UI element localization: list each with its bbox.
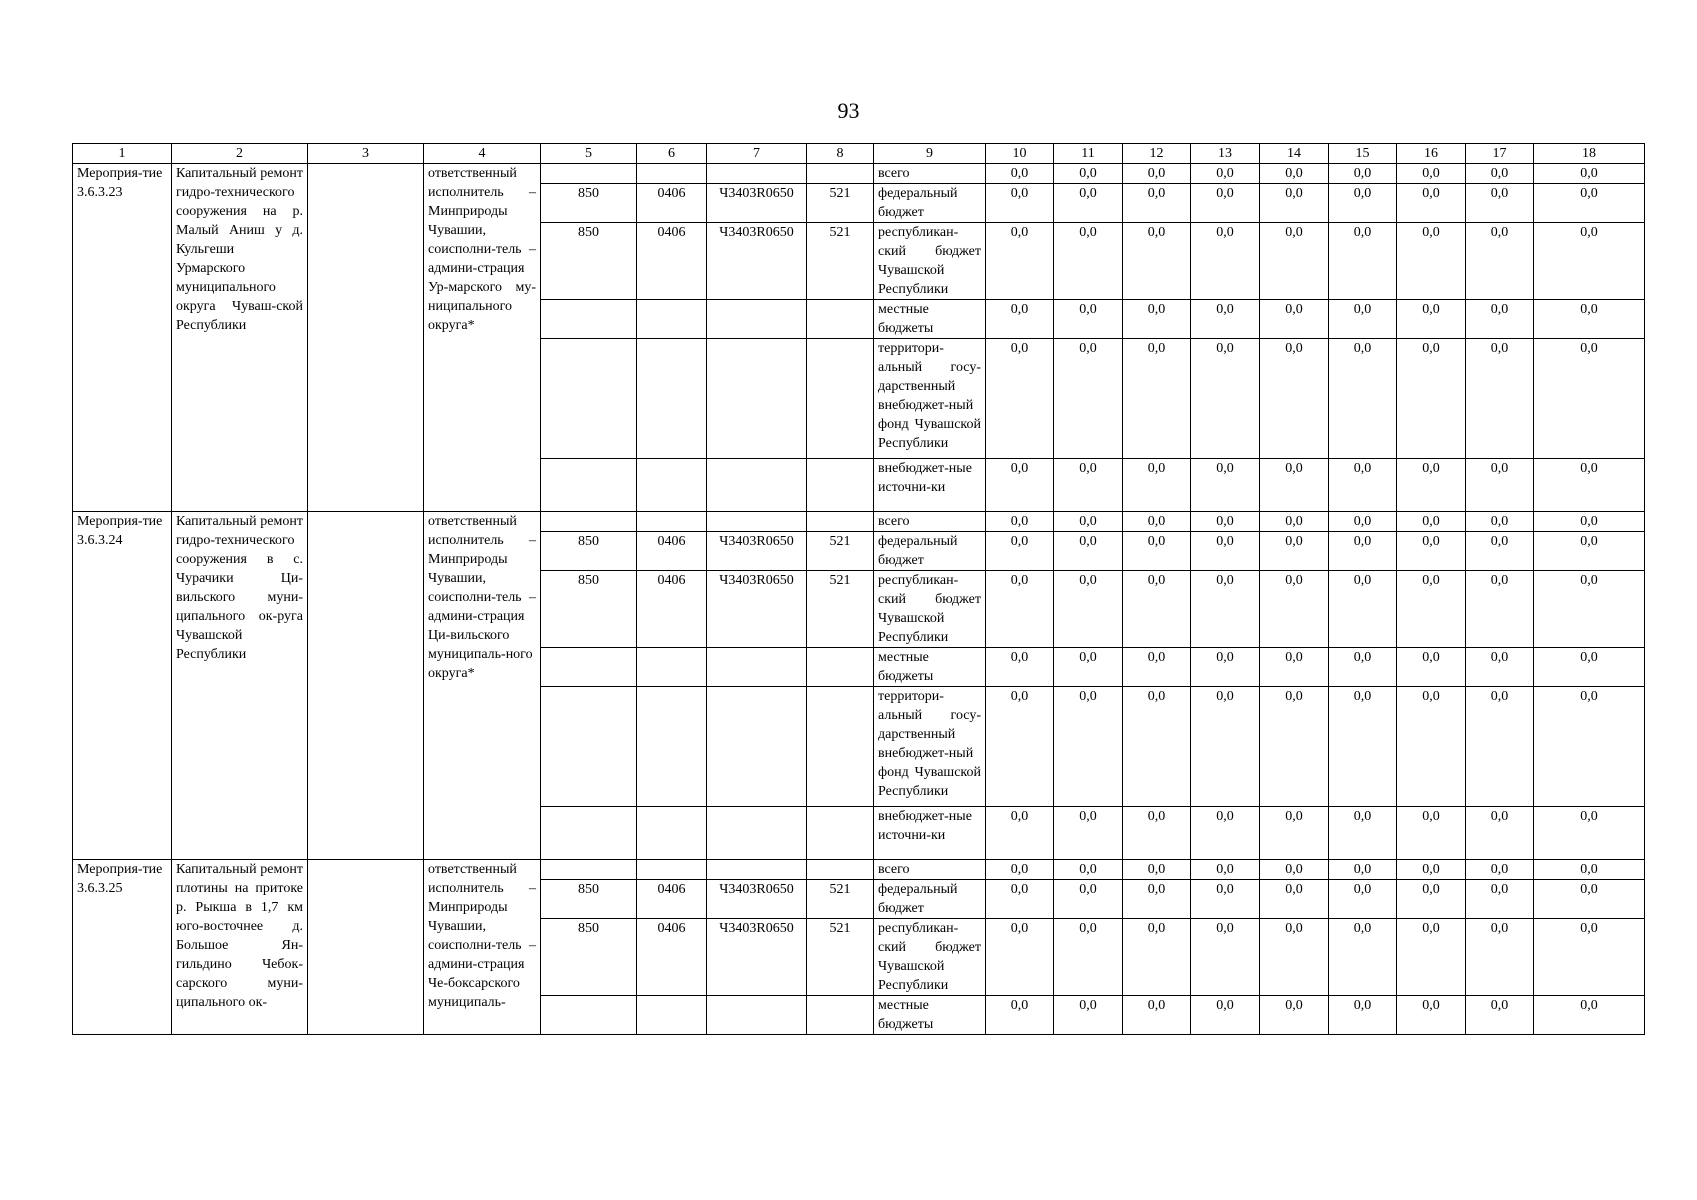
code-cell-c7: Ч3403R0650: [707, 571, 807, 648]
value-cell-17: 0,0: [1466, 164, 1534, 184]
header-cell-9: 9: [874, 144, 986, 164]
value-cell-11: 0,0: [1054, 919, 1123, 996]
value-cell-11: 0,0: [1054, 807, 1123, 860]
funding-source-cell: всего: [874, 164, 986, 184]
value-cell-10: 0,0: [986, 459, 1054, 512]
code-cell-c7: [707, 860, 807, 880]
value-cell-15: 0,0: [1329, 919, 1397, 996]
funding-source-cell: территори-альный госу-дарственный внебюджет-ный фонд Чувашской Республики: [874, 339, 986, 459]
value-cell-10: 0,0: [986, 223, 1054, 300]
value-cell-14: 0,0: [1260, 807, 1329, 860]
funding-source-cell: местные бюджеты: [874, 996, 986, 1035]
code-cell-c7: [707, 339, 807, 459]
value-cell-16: 0,0: [1397, 807, 1466, 860]
value-cell-11: 0,0: [1054, 459, 1123, 512]
value-cell-17: 0,0: [1466, 532, 1534, 571]
value-cell-13: 0,0: [1191, 687, 1260, 807]
value-cell-12: 0,0: [1123, 512, 1191, 532]
value-cell-10: 0,0: [986, 300, 1054, 339]
value-cell-10: 0,0: [986, 571, 1054, 648]
value-cell-12: 0,0: [1123, 532, 1191, 571]
funding-source-cell: республикан-ский бюджет Чувашской Республики: [874, 571, 986, 648]
code-cell-c6: [637, 996, 707, 1035]
code-cell-c5: [541, 512, 637, 532]
event-id-cell: Мероприя-тие 3.6.3.24: [73, 512, 172, 860]
value-cell-15: 0,0: [1329, 687, 1397, 807]
code-cell-c6: [637, 164, 707, 184]
event-id-cell: Мероприя-тие 3.6.3.25: [73, 860, 172, 1035]
code-cell-c7: Ч3403R0650: [707, 880, 807, 919]
value-cell-12: 0,0: [1123, 300, 1191, 339]
code-cell-c7: [707, 512, 807, 532]
value-cell-16: 0,0: [1397, 532, 1466, 571]
col3-cell: [308, 860, 424, 1035]
value-cell-11: 0,0: [1054, 184, 1123, 223]
value-cell-13: 0,0: [1191, 532, 1260, 571]
code-cell-c5: [541, 339, 637, 459]
event-name-cell: Капитальный ремонт гидро-технического сооружения в с. Чурачики Ци-вильского муни-ципального ок-руга Чувашской Республики: [172, 512, 308, 860]
code-cell-c5: [541, 164, 637, 184]
value-cell-11: 0,0: [1054, 571, 1123, 648]
value-cell-11: 0,0: [1054, 687, 1123, 807]
header-cell-4: 4: [424, 144, 541, 164]
value-cell-17: 0,0: [1466, 300, 1534, 339]
code-cell-c5: 850: [541, 223, 637, 300]
value-cell-11: 0,0: [1054, 223, 1123, 300]
code-cell-c5: [541, 459, 637, 512]
value-cell-13: 0,0: [1191, 807, 1260, 860]
funding-source-cell: федеральный бюджет: [874, 532, 986, 571]
funding-source-cell: федеральный бюджет: [874, 184, 986, 223]
value-cell-17: 0,0: [1466, 687, 1534, 807]
code-cell-c7: Ч3403R0650: [707, 223, 807, 300]
code-cell-c8: 521: [807, 532, 874, 571]
page-number: 93: [837, 98, 860, 123]
code-cell-c7: [707, 648, 807, 687]
table-row: [73, 164, 1645, 184]
value-cell-17: 0,0: [1466, 880, 1534, 919]
code-cell-c5: [541, 996, 637, 1035]
value-cell-16: 0,0: [1397, 571, 1466, 648]
value-cell-16: 0,0: [1397, 184, 1466, 223]
value-cell-16: 0,0: [1397, 919, 1466, 996]
value-cell-12: 0,0: [1123, 648, 1191, 687]
value-cell-15: 0,0: [1329, 571, 1397, 648]
value-cell-17: 0,0: [1466, 919, 1534, 996]
code-cell-c6: [637, 860, 707, 880]
code-cell-c7: [707, 807, 807, 860]
value-cell-18: 0,0: [1534, 532, 1645, 571]
code-cell-c7: [707, 996, 807, 1035]
value-cell-13: 0,0: [1191, 459, 1260, 512]
table-row: [73, 512, 1645, 532]
code-cell-c7: Ч3403R0650: [707, 919, 807, 996]
funding-source-cell: федеральный бюджет: [874, 880, 986, 919]
value-cell-13: 0,0: [1191, 223, 1260, 300]
code-cell-c8: [807, 807, 874, 860]
code-cell-c5: 850: [541, 184, 637, 223]
value-cell-11: 0,0: [1054, 532, 1123, 571]
code-cell-c8: [807, 459, 874, 512]
code-cell-c8: [807, 687, 874, 807]
header-cell-2: 2: [172, 144, 308, 164]
header-cell-8: 8: [807, 144, 874, 164]
value-cell-12: 0,0: [1123, 996, 1191, 1035]
code-cell-c5: 850: [541, 571, 637, 648]
value-cell-13: 0,0: [1191, 300, 1260, 339]
funding-source-cell: внебюджет-ные источни-ки: [874, 807, 986, 860]
value-cell-12: 0,0: [1123, 339, 1191, 459]
code-cell-c8: 521: [807, 919, 874, 996]
code-cell-c6: [637, 459, 707, 512]
value-cell-16: 0,0: [1397, 164, 1466, 184]
value-cell-11: 0,0: [1054, 512, 1123, 532]
value-cell-13: 0,0: [1191, 571, 1260, 648]
value-cell-12: 0,0: [1123, 459, 1191, 512]
value-cell-16: 0,0: [1397, 223, 1466, 300]
executor-cell: ответственный исполнитель – Минприроды Чувашии, соисполни-тель – админи-страция Ур-марского му-ниципального округа*: [424, 164, 541, 512]
budget-table: [72, 143, 1645, 1035]
header-row: [73, 144, 1645, 164]
value-cell-17: 0,0: [1466, 339, 1534, 459]
header-cell-18: 18: [1534, 144, 1645, 164]
event-name-cell: Капитальный ремонт гидро-технического сооружения на р. Малый Аниш у д. Кульгеши Урмарского муниципального округа Чуваш-ской Республики: [172, 164, 308, 512]
header-cell-3: 3: [308, 144, 424, 164]
value-cell-10: 0,0: [986, 996, 1054, 1035]
header-cell-5: 5: [541, 144, 637, 164]
value-cell-13: 0,0: [1191, 648, 1260, 687]
code-cell-c6: 0406: [637, 880, 707, 919]
table-row: [73, 860, 1645, 880]
value-cell-18: 0,0: [1534, 300, 1645, 339]
code-cell-c8: [807, 300, 874, 339]
value-cell-17: 0,0: [1466, 648, 1534, 687]
funding-source-cell: всего: [874, 512, 986, 532]
value-cell-13: 0,0: [1191, 339, 1260, 459]
value-cell-15: 0,0: [1329, 184, 1397, 223]
header-cell-16: 16: [1397, 144, 1466, 164]
value-cell-18: 0,0: [1534, 687, 1645, 807]
value-cell-14: 0,0: [1260, 919, 1329, 996]
code-cell-c6: [637, 512, 707, 532]
value-cell-18: 0,0: [1534, 223, 1645, 300]
value-cell-10: 0,0: [986, 164, 1054, 184]
code-cell-c6: 0406: [637, 571, 707, 648]
code-cell-c7: [707, 300, 807, 339]
code-cell-c8: 521: [807, 184, 874, 223]
value-cell-10: 0,0: [986, 339, 1054, 459]
value-cell-17: 0,0: [1466, 459, 1534, 512]
value-cell-15: 0,0: [1329, 532, 1397, 571]
funding-source-cell: территори-альный госу-дарственный внебюджет-ный фонд Чувашской Республики: [874, 687, 986, 807]
value-cell-17: 0,0: [1466, 223, 1534, 300]
value-cell-18: 0,0: [1534, 459, 1645, 512]
value-cell-16: 0,0: [1397, 512, 1466, 532]
code-cell-c5: [541, 687, 637, 807]
value-cell-12: 0,0: [1123, 571, 1191, 648]
value-cell-18: 0,0: [1534, 996, 1645, 1035]
value-cell-14: 0,0: [1260, 648, 1329, 687]
header-cell-10: 10: [986, 144, 1054, 164]
value-cell-18: 0,0: [1534, 571, 1645, 648]
value-cell-12: 0,0: [1123, 164, 1191, 184]
value-cell-10: 0,0: [986, 807, 1054, 860]
code-cell-c8: [807, 648, 874, 687]
value-cell-14: 0,0: [1260, 880, 1329, 919]
event-id-cell: Мероприя-тие 3.6.3.23: [73, 164, 172, 512]
value-cell-15: 0,0: [1329, 164, 1397, 184]
header-cell-7: 7: [707, 144, 807, 164]
code-cell-c6: 0406: [637, 184, 707, 223]
value-cell-10: 0,0: [986, 648, 1054, 687]
code-cell-c7: [707, 459, 807, 512]
value-cell-13: 0,0: [1191, 996, 1260, 1035]
value-cell-13: 0,0: [1191, 880, 1260, 919]
value-cell-11: 0,0: [1054, 300, 1123, 339]
value-cell-10: 0,0: [986, 512, 1054, 532]
value-cell-11: 0,0: [1054, 996, 1123, 1035]
value-cell-16: 0,0: [1397, 996, 1466, 1035]
value-cell-15: 0,0: [1329, 339, 1397, 459]
code-cell-c5: [541, 648, 637, 687]
code-cell-c6: [637, 648, 707, 687]
col3-cell: [308, 164, 424, 512]
value-cell-15: 0,0: [1329, 860, 1397, 880]
value-cell-14: 0,0: [1260, 571, 1329, 648]
header-cell-1: 1: [73, 144, 172, 164]
value-cell-17: 0,0: [1466, 860, 1534, 880]
value-cell-10: 0,0: [986, 860, 1054, 880]
code-cell-c5: [541, 807, 637, 860]
value-cell-14: 0,0: [1260, 860, 1329, 880]
code-cell-c5: [541, 860, 637, 880]
value-cell-15: 0,0: [1329, 996, 1397, 1035]
funding-source-cell: местные бюджеты: [874, 648, 986, 687]
value-cell-18: 0,0: [1534, 512, 1645, 532]
value-cell-12: 0,0: [1123, 919, 1191, 996]
funding-source-cell: республикан-ский бюджет Чувашской Республики: [874, 919, 986, 996]
value-cell-17: 0,0: [1466, 184, 1534, 223]
code-cell-c8: [807, 164, 874, 184]
value-cell-10: 0,0: [986, 919, 1054, 996]
value-cell-16: 0,0: [1397, 648, 1466, 687]
value-cell-13: 0,0: [1191, 860, 1260, 880]
code-cell-c5: 850: [541, 880, 637, 919]
code-cell-c6: 0406: [637, 223, 707, 300]
value-cell-14: 0,0: [1260, 164, 1329, 184]
code-cell-c8: 521: [807, 223, 874, 300]
value-cell-12: 0,0: [1123, 184, 1191, 223]
value-cell-17: 0,0: [1466, 807, 1534, 860]
funding-source-cell: внебюджет-ные источни-ки: [874, 459, 986, 512]
value-cell-11: 0,0: [1054, 860, 1123, 880]
value-cell-18: 0,0: [1534, 919, 1645, 996]
code-cell-c8: [807, 996, 874, 1035]
funding-source-cell: республикан-ский бюджет Чувашской Республики: [874, 223, 986, 300]
code-cell-c8: [807, 860, 874, 880]
value-cell-16: 0,0: [1397, 300, 1466, 339]
code-cell-c5: [541, 300, 637, 339]
value-cell-17: 0,0: [1466, 512, 1534, 532]
header-cell-15: 15: [1329, 144, 1397, 164]
code-cell-c7: [707, 687, 807, 807]
code-cell-c6: 0406: [637, 532, 707, 571]
code-cell-c6: [637, 687, 707, 807]
value-cell-11: 0,0: [1054, 164, 1123, 184]
value-cell-12: 0,0: [1123, 860, 1191, 880]
value-cell-15: 0,0: [1329, 880, 1397, 919]
code-cell-c5: 850: [541, 532, 637, 571]
value-cell-15: 0,0: [1329, 300, 1397, 339]
value-cell-18: 0,0: [1534, 164, 1645, 184]
header-cell-14: 14: [1260, 144, 1329, 164]
value-cell-15: 0,0: [1329, 807, 1397, 860]
value-cell-16: 0,0: [1397, 880, 1466, 919]
funding-source-cell: всего: [874, 860, 986, 880]
code-cell-c7: Ч3403R0650: [707, 184, 807, 223]
value-cell-14: 0,0: [1260, 339, 1329, 459]
header-cell-17: 17: [1466, 144, 1534, 164]
value-cell-16: 0,0: [1397, 459, 1466, 512]
value-cell-18: 0,0: [1534, 880, 1645, 919]
value-cell-18: 0,0: [1534, 860, 1645, 880]
value-cell-14: 0,0: [1260, 996, 1329, 1035]
value-cell-15: 0,0: [1329, 459, 1397, 512]
value-cell-18: 0,0: [1534, 648, 1645, 687]
value-cell-15: 0,0: [1329, 223, 1397, 300]
code-cell-c6: [637, 300, 707, 339]
value-cell-15: 0,0: [1329, 512, 1397, 532]
value-cell-11: 0,0: [1054, 648, 1123, 687]
value-cell-11: 0,0: [1054, 339, 1123, 459]
value-cell-14: 0,0: [1260, 687, 1329, 807]
value-cell-17: 0,0: [1466, 571, 1534, 648]
value-cell-14: 0,0: [1260, 459, 1329, 512]
value-cell-16: 0,0: [1397, 687, 1466, 807]
value-cell-13: 0,0: [1191, 512, 1260, 532]
col3-cell: [308, 512, 424, 860]
value-cell-12: 0,0: [1123, 687, 1191, 807]
value-cell-14: 0,0: [1260, 532, 1329, 571]
value-cell-12: 0,0: [1123, 807, 1191, 860]
code-cell-c6: 0406: [637, 919, 707, 996]
value-cell-17: 0,0: [1466, 996, 1534, 1035]
event-name-cell: Капитальный ремонт плотины на притоке р. Рыкша в 1,7 км юго-восточнее д. Большое Ян-гильдино Чебок-сарского муни-ципального ок-: [172, 860, 308, 1035]
value-cell-13: 0,0: [1191, 164, 1260, 184]
value-cell-12: 0,0: [1123, 223, 1191, 300]
value-cell-16: 0,0: [1397, 339, 1466, 459]
code-cell-c8: 521: [807, 571, 874, 648]
value-cell-15: 0,0: [1329, 648, 1397, 687]
value-cell-11: 0,0: [1054, 880, 1123, 919]
value-cell-12: 0,0: [1123, 880, 1191, 919]
value-cell-14: 0,0: [1260, 184, 1329, 223]
executor-cell: ответственный исполнитель – Минприроды Чувашии, соисполни-тель – админи-страция Ци-вильского муниципаль-ного округа*: [424, 512, 541, 860]
executor-cell: ответственный исполнитель – Минприроды Чувашии, соисполни-тель – админи-страция Че-боксарского муниципаль-: [424, 860, 541, 1035]
value-cell-14: 0,0: [1260, 223, 1329, 300]
value-cell-18: 0,0: [1534, 339, 1645, 459]
value-cell-18: 0,0: [1534, 184, 1645, 223]
value-cell-10: 0,0: [986, 184, 1054, 223]
code-cell-c6: [637, 807, 707, 860]
code-cell-c8: 521: [807, 880, 874, 919]
value-cell-18: 0,0: [1534, 807, 1645, 860]
code-cell-c7: [707, 164, 807, 184]
header-cell-12: 12: [1123, 144, 1191, 164]
code-cell-c5: 850: [541, 919, 637, 996]
value-cell-16: 0,0: [1397, 860, 1466, 880]
value-cell-13: 0,0: [1191, 184, 1260, 223]
code-cell-c8: [807, 512, 874, 532]
code-cell-c7: Ч3403R0650: [707, 532, 807, 571]
header-cell-6: 6: [637, 144, 707, 164]
funding-source-cell: местные бюджеты: [874, 300, 986, 339]
header-cell-13: 13: [1191, 144, 1260, 164]
value-cell-10: 0,0: [986, 687, 1054, 807]
value-cell-10: 0,0: [986, 532, 1054, 571]
code-cell-c8: [807, 339, 874, 459]
value-cell-14: 0,0: [1260, 512, 1329, 532]
value-cell-14: 0,0: [1260, 300, 1329, 339]
value-cell-13: 0,0: [1191, 919, 1260, 996]
value-cell-10: 0,0: [986, 880, 1054, 919]
header-cell-11: 11: [1054, 144, 1123, 164]
code-cell-c6: [637, 339, 707, 459]
